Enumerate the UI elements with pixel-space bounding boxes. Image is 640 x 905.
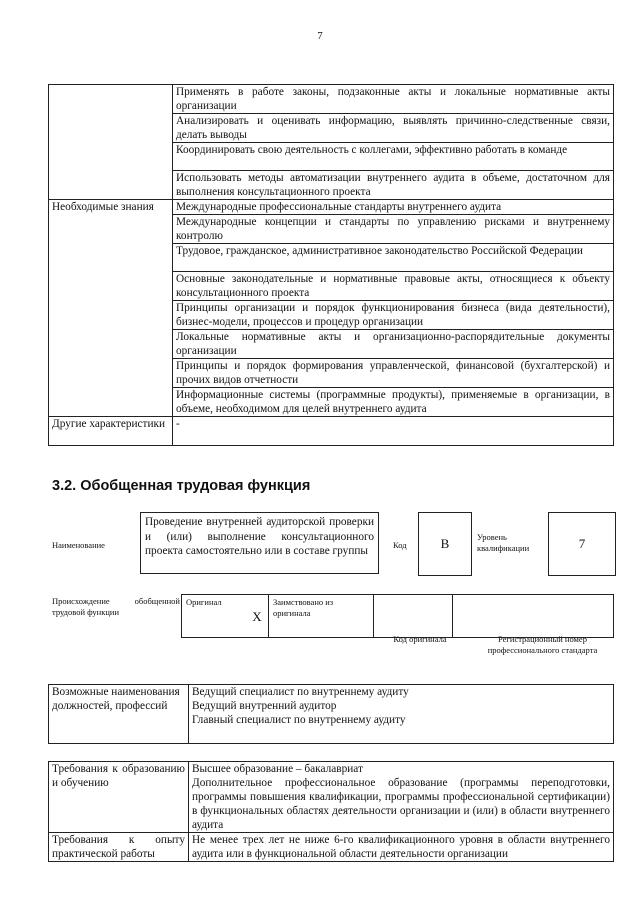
list-item: Дополнительное профессиональное образование (программы переподготовки, программы повышения квалификации, программы профессиональной сертификации) в функциональных областях деятельности организации и (или) в области внутреннего аудита (192, 777, 610, 831)
code-value: B (418, 512, 472, 576)
other-value: - (173, 417, 614, 446)
page-number: 7 (317, 30, 323, 42)
knowledge-cell: Основные законодательные и нормативные правовые акты, относящиеся к объекту консультационного проекта (173, 272, 614, 301)
code-original-cell (374, 595, 453, 638)
knowledge-cell: Международные профессиональные стандарты внутреннего аудита (173, 200, 614, 215)
knowledge-cell: Локальные нормативные акты и организационно-распорядительные документы организации (173, 330, 614, 359)
education-label: Требования к образованию и обучению (49, 762, 189, 833)
section-title: 3.2. Обобщенная трудовая функция (52, 478, 311, 494)
table-row (49, 833, 614, 862)
skill-cell: Координировать свою деятельность с коллегами, эффективно работать в команде (173, 143, 614, 171)
borrowed-label: Заимствовано из оригинала (269, 595, 374, 638)
experience-label: Требования к опыту практической работы (49, 833, 189, 862)
table-row (49, 85, 614, 114)
list-item: Ведущий специалист по внутреннему аудиту (192, 686, 409, 698)
list-item: Высшее образование – бакалавриат (192, 763, 363, 775)
positions-table (48, 684, 614, 744)
knowledge-cell: Информационные системы (программные продукты), применяемые в организации, в объеме, необходимом для целей внутреннего аудита (173, 388, 614, 417)
list-item: Главный специалист по внутреннему аудиту (192, 714, 406, 726)
positions-list (189, 685, 614, 744)
other-label: Другие характеристики (49, 417, 173, 446)
table-row (49, 417, 614, 446)
knowledge-cell: Принципы и порядок формирования управленческой, финансовой (бухгалтерской) и прочих видов отчетности (173, 359, 614, 388)
education-list (189, 762, 614, 833)
positions-label: Возможные наименования должностей, профессий (49, 685, 189, 744)
knowledge-cell: Принципы организации и порядок функционирования бизнеса (вида деятельности), бизнес-модели, процессов и процедур организации (173, 301, 614, 330)
original-mark: X (246, 595, 269, 638)
knowledge-cell: Трудовое, гражданское, административное законодательство Российской Федерации (173, 244, 614, 272)
code-original-caption: Код оригинала (393, 634, 447, 644)
function-name-box: Проведение внутренней аудиторской проверки и (или) выполнение консультационного проекта самостоятельно или в составе группы (140, 512, 379, 574)
skill-cell: Использовать методы автоматизации внутреннего аудита в объеме, достаточном для выполнения консультационного проекта (173, 171, 614, 200)
name-label: Наименование (52, 540, 105, 550)
level-label: Уровень квалификации (477, 532, 530, 553)
experience-value: Не менее трех лет не ниже 6-го квалификационного уровня в области внутреннего аудита или в функциональной области деятельности организации (189, 833, 614, 862)
code-label: Код (393, 540, 407, 550)
knowledge-label: Необходимые знания (49, 200, 173, 417)
original-label: Оригинал (182, 595, 247, 638)
reg-number-cell (453, 595, 614, 638)
origin-table (181, 594, 614, 638)
table-row (49, 200, 614, 215)
skill-cell: Применять в работе законы, подзаконные акты и локальные нормативные акты организации (173, 85, 614, 114)
skills-label-cell (49, 85, 173, 200)
table-row (49, 762, 614, 833)
level-value: 7 (548, 512, 616, 576)
skill-cell: Анализировать и оценивать информацию, выявлять причинно-следственные связи, делать выводы (173, 114, 614, 143)
skills-knowledge-table (48, 84, 614, 446)
table-row (49, 685, 614, 744)
table-row (182, 595, 614, 638)
list-item: Ведущий внутренний аудитор (192, 700, 337, 712)
requirements-table (48, 761, 614, 862)
origin-label: Происхождение обобщенной трудовой функции (52, 596, 180, 617)
reg-number-caption: Регистрационный номер профессионального стандарта (487, 634, 598, 655)
knowledge-cell: Международные концепции и стандарты по управлению рисками и внутреннему контролю (173, 215, 614, 244)
